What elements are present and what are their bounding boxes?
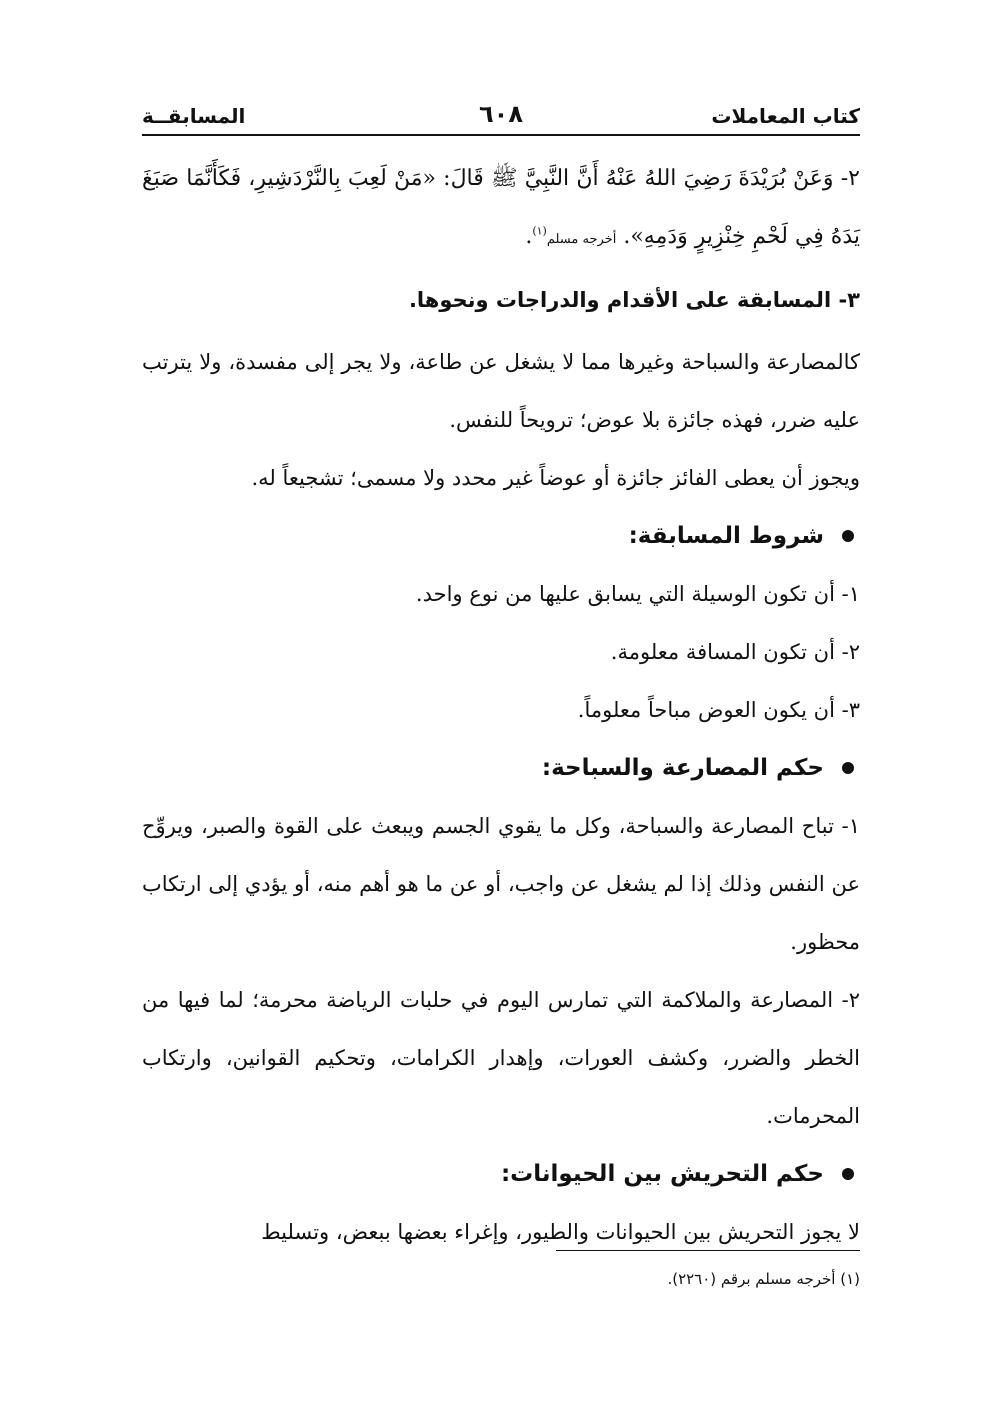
hadith-source: أخرجه مسلم xyxy=(546,232,617,247)
list-item: ١- تباح المصارعة والسباحة، وكل ما يقوي الجسم ويبعث على القوة والصبر، ويروِّح عن النفس وذلك إذا لم يشغل عن واجب، أو عن ما هو أهم منه، أو يؤدي إلى ارتكاب محظور. xyxy=(142,814,860,954)
bullet-icon xyxy=(842,530,854,542)
page-body xyxy=(142,150,860,1261)
list-item: ٢- أن تكون المسافة معلومة. xyxy=(610,640,860,664)
list-item: ١- أن تكون الوسيلة التي يسابق عليها من نوع واحد. xyxy=(415,582,860,606)
paragraph-animals: لا يجوز التحريش بين الحيوانات والطيور، وإغراء بعضها ببعض، وتسليط xyxy=(261,1220,860,1244)
footnote-ref[interactable]: (١) xyxy=(532,224,547,238)
paragraph-prize: ويجوز أن يعطى الفائز جائزة أو عوضاً غير محدد ولا مسمى؛ تشجيعاً له. xyxy=(251,466,860,490)
list-item: ٣- أن يكون العوض مباحاً معلوماً. xyxy=(577,698,860,722)
header-divider xyxy=(142,134,860,136)
bullet-icon xyxy=(842,1168,854,1180)
page-header xyxy=(142,96,860,136)
footnote: (١) أخرجه مسلم برقم (٢٢٦٠). xyxy=(667,1270,860,1288)
heading-conditions-text: شروط المسابقة: xyxy=(628,523,824,549)
heading-wrestling xyxy=(142,739,860,797)
heading-animals-text: حكم التحريش بين الحيوانات: xyxy=(500,1161,824,1187)
book-title: كتاب المعاملات xyxy=(711,104,860,128)
heading-conditions xyxy=(142,507,860,565)
heading-wrestling-text: حكم المصارعة والسباحة: xyxy=(541,755,824,781)
footnote-divider xyxy=(556,1250,860,1251)
list-item: ٢- المصارعة والملاكمة التي تمارس اليوم في حلبات الرياضة محرمة؛ لما فيها من الخطر والضرر، وكشف العورات، وإهدار الكرامات، وتحكيم القوانين، وارتكاب المحرمات. xyxy=(142,988,860,1128)
heading-section-3: ٣- المسابقة على الأقدام والدراجات ونحوها. xyxy=(408,288,860,312)
hadith-paragraph: ٢- وَعَنْ بُرَيْدَةَ رَضِيَ اللهُ عَنْهُ أَنَّ النَّبِيَّ ﷺ قَالَ: «مَنْ لَعِبَ بِالنَّرْدَشِيرِ، فَكَأَنَّمَا صَبَغَ يَدَهُ فِي لَحْمِ خِنْزِيرٍ وَدَمِهِ». أخرجه مسلم$^{(١)}$. xyxy=(142,166,860,249)
heading-animals xyxy=(142,1145,860,1203)
paragraph-permissible-sports: كالمصارعة والسباحة وغيرها مما لا يشغل عن طاعة، ولا يجر إلى مفسدة، ولا يترتب عليه ضرر، فهذه جائزة بلا عوض؛ ترويحاً للنفس. xyxy=(142,350,860,432)
hadith-text: ٢- وَعَنْ بُرَيْدَةَ رَضِيَ اللهُ عَنْهُ أَنَّ النَّبِيَّ ﷺ قَالَ: «مَنْ لَعِبَ بِالنَّرْدَشِيرِ، فَكَأَنَّمَا صَبَغَ يَدَهُ فِي لَحْمِ خِنْزِيرٍ وَدَمِهِ». xyxy=(142,166,860,249)
page-number: ٦٠٨ xyxy=(479,100,523,128)
section-title: المسابقــة xyxy=(142,104,246,128)
bullet-icon xyxy=(842,762,854,774)
